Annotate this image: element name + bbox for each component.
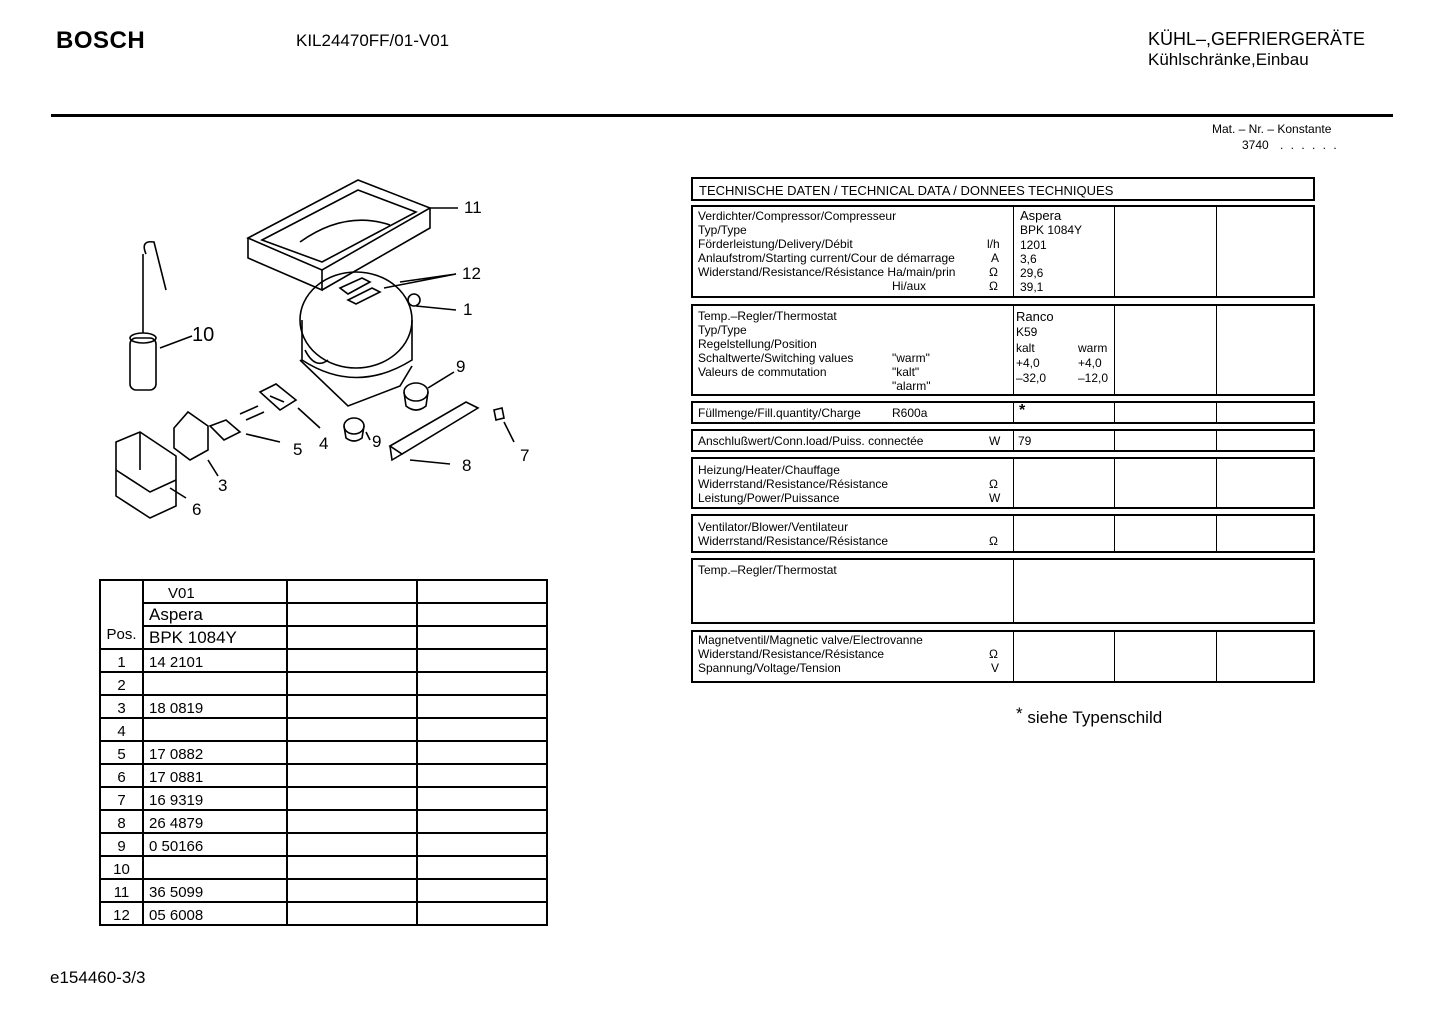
part-number-cell <box>143 718 287 741</box>
table-row <box>100 764 547 787</box>
position-label: Regelstellung/Position <box>698 337 817 351</box>
callout-7: 7 <box>520 446 530 465</box>
part-number-cell: 36 5099 <box>143 879 287 902</box>
warm-warm-value: +4,0 <box>1078 356 1102 370</box>
resistance-label: Widerrstand/Resistance/Résistance <box>698 477 889 491</box>
material-dots: . . . . . . <box>1280 138 1339 152</box>
resistance-label: Widerstand/Resistance/Résistance <box>698 647 885 661</box>
table-row <box>100 718 547 741</box>
pos-cell: 11 <box>100 879 143 902</box>
empty-cell <box>287 672 417 695</box>
brand-logo: BOSCH <box>56 27 146 54</box>
charge-value: * <box>1019 402 1026 419</box>
kalt-label: "kalt" <box>892 365 920 379</box>
unit-v: V <box>991 661 1000 675</box>
thermostat2-label: Temp.–Regler/Thermostat <box>698 563 837 577</box>
valve-section <box>691 630 1315 683</box>
heater-label: Heizung/Heater/Chauffage <box>698 463 840 477</box>
part-number-cell: 17 0881 <box>143 764 287 787</box>
compressor-section <box>691 205 1315 298</box>
empty-cell <box>287 810 417 833</box>
blower-section <box>691 514 1315 553</box>
table-row <box>100 741 547 764</box>
parts-table <box>99 579 548 926</box>
footnote-star: * <box>1016 704 1023 723</box>
kalt-kalt-value: –32,0 <box>1016 371 1047 385</box>
empty-cell <box>287 879 417 902</box>
callout-11: 11 <box>464 198 482 217</box>
type-label: Typ/Type <box>698 223 747 237</box>
tech-data-title: TECHNISCHE DATEN / TECHNICAL DATA / DONNEES TECHNIQUES <box>691 177 1315 201</box>
table-row <box>100 603 547 626</box>
callout-5: 5 <box>293 440 303 459</box>
kalt-header: kalt <box>1016 341 1035 355</box>
empty-cell <box>287 856 417 879</box>
switching-values-label: Schaltwerte/Switching values <box>698 351 854 365</box>
empty-cell <box>417 879 547 902</box>
exploded-diagram <box>100 170 540 530</box>
part-number-cell: 05 6008 <box>143 902 287 925</box>
table-row <box>100 879 547 902</box>
pos-cell: 7 <box>100 787 143 810</box>
table-row <box>100 580 547 603</box>
table-row <box>100 902 547 925</box>
resistance-aux-value: 39,1 <box>1020 280 1044 294</box>
callout-1: 1 <box>463 300 473 319</box>
empty-cell <box>287 718 417 741</box>
model-header: BPK 1084Y <box>143 626 287 649</box>
compressor-drawing <box>100 170 540 530</box>
part-number-cell <box>143 856 287 879</box>
part-number-cell: 26 4879 <box>143 810 287 833</box>
unit-ohm: Ω <box>989 534 998 548</box>
part-number-cell <box>143 672 287 695</box>
thermostat-value: Ranco <box>1016 309 1054 324</box>
table-row <box>100 787 547 810</box>
empty-cell <box>417 902 547 925</box>
compressor-label: Verdichter/Compressor/Compresseur <box>698 209 897 223</box>
power-label: Leistung/Power/Puissance <box>698 491 840 505</box>
voltage-label: Spannung/Voltage/Tension <box>698 661 841 675</box>
part-number-cell: 18 0819 <box>143 695 287 718</box>
empty-cell <box>287 902 417 925</box>
starting-current-label: Anlaufstrom/Starting current/Cour de démarrage <box>698 251 955 265</box>
brand-header: Aspera <box>143 603 287 626</box>
resistance-main-label: Widerstand/Resistance/Résistance Ha/main/prin <box>698 265 956 279</box>
load-label: Anschlußwert/Conn.load/Puiss. connectée <box>698 434 924 448</box>
empty-cell <box>287 695 417 718</box>
callout-4: 4 <box>319 434 329 453</box>
variant-header: V01 <box>143 580 287 603</box>
heater-section <box>691 457 1315 509</box>
thermostat-section <box>691 304 1315 396</box>
category-title: KÜHL–,GEFRIERGERÄTE <box>1148 29 1366 49</box>
header-divider <box>51 114 1393 117</box>
resistance-label: Widerrstand/Resistance/Résistance <box>698 534 889 548</box>
delivery-value: 1201 <box>1020 238 1047 252</box>
warm-kalt-value: +4,0 <box>1016 356 1040 370</box>
empty-cell <box>417 810 547 833</box>
part-number-cell: 14 2101 <box>143 649 287 672</box>
table-row <box>100 833 547 856</box>
thermostat2-section <box>691 558 1315 624</box>
valve-label: Magnetventil/Magnetic valve/Electrovanne <box>698 633 923 647</box>
load-value: 79 <box>1018 434 1032 448</box>
empty-cell <box>417 787 547 810</box>
charge-label: Füllmenge/Fill.quantity/Charge <box>698 406 861 420</box>
footnote-text: siehe Typenschild <box>1027 708 1163 727</box>
footnote <box>1016 704 1163 728</box>
table-row <box>100 626 547 649</box>
part-number-cell: 17 0882 <box>143 741 287 764</box>
pos-cell: 10 <box>100 856 143 879</box>
part-number-cell: 16 9319 <box>143 787 287 810</box>
pos-cell: 8 <box>100 810 143 833</box>
document-id: e154460-3/3 <box>50 968 146 987</box>
unit-ohm: Ω <box>989 279 998 293</box>
material-value: 3740 <box>1242 138 1269 152</box>
kalt-warm-value: –12,0 <box>1078 371 1109 385</box>
load-section <box>691 429 1315 452</box>
pos-cell: 1 <box>100 649 143 672</box>
empty-cell <box>287 787 417 810</box>
unit-ohm: Ω <box>989 647 998 661</box>
empty-cell <box>417 672 547 695</box>
empty-cell <box>287 741 417 764</box>
callout-9a: 9 <box>456 357 466 376</box>
table-row <box>100 695 547 718</box>
empty-cell <box>417 833 547 856</box>
empty-cell <box>417 649 547 672</box>
part-number-cell: 0 50166 <box>143 833 287 856</box>
empty-cell <box>417 718 547 741</box>
refrigerant: R600a <box>892 406 928 420</box>
unit-ohm: Ω <box>989 477 998 491</box>
callout-10: 10 <box>192 324 215 346</box>
delivery-label: Förderleistung/Delivery/Débit <box>698 237 853 251</box>
unit-ohm: Ω <box>989 265 998 279</box>
blower-label: Ventilator/Blower/Ventilateur <box>698 520 849 534</box>
empty-cell <box>417 741 547 764</box>
unit-w: W <box>989 491 1001 505</box>
empty-cell <box>417 695 547 718</box>
category-subtitle: Kühlschränke,Einbau <box>1148 50 1309 69</box>
warm-label: "warm" <box>892 351 930 365</box>
pos-cell: 4 <box>100 718 143 741</box>
model-number: KIL24470FF/01-V01 <box>296 31 450 50</box>
empty-cell <box>287 649 417 672</box>
table-row <box>100 672 547 695</box>
unit-a: A <box>991 251 1000 265</box>
callout-6: 6 <box>192 500 202 519</box>
type-label: Typ/Type <box>698 323 747 337</box>
table-row <box>100 649 547 672</box>
pos-cell: 9 <box>100 833 143 856</box>
type-value: K59 <box>1016 325 1038 339</box>
table-row <box>100 810 547 833</box>
charge-section <box>691 401 1315 424</box>
empty-cell <box>287 764 417 787</box>
compressor-value: Aspera <box>1020 208 1062 223</box>
empty-cell <box>417 764 547 787</box>
table-row <box>100 856 547 879</box>
valeurs-label: Valeurs de commutation <box>698 365 827 379</box>
unit-w: W <box>989 434 1001 448</box>
pos-cell: 3 <box>100 695 143 718</box>
callout-3: 3 <box>218 476 228 495</box>
resistance-main-value: 29,6 <box>1020 266 1044 280</box>
starting-current-value: 3,6 <box>1020 252 1037 266</box>
material-label: Mat. – Nr. – Konstante <box>1212 122 1332 136</box>
resistance-aux-label: Hi/aux <box>892 279 927 293</box>
callout-12: 12 <box>462 264 481 283</box>
warm-header: warm <box>1078 341 1108 355</box>
alarm-label: "alarm" <box>892 379 931 393</box>
pos-header: Pos. <box>100 580 143 649</box>
unit-lh: l/h <box>987 237 1000 251</box>
pos-cell: 6 <box>100 764 143 787</box>
type-value: BPK 1084Y <box>1020 223 1083 237</box>
pos-cell: 5 <box>100 741 143 764</box>
empty-cell <box>417 856 547 879</box>
empty-cell <box>287 833 417 856</box>
callout-9b: 9 <box>372 432 382 451</box>
pos-cell: 12 <box>100 902 143 925</box>
pos-cell: 2 <box>100 672 143 695</box>
thermostat-label: Temp.–Regler/Thermostat <box>698 309 837 323</box>
callout-8: 8 <box>462 456 472 475</box>
